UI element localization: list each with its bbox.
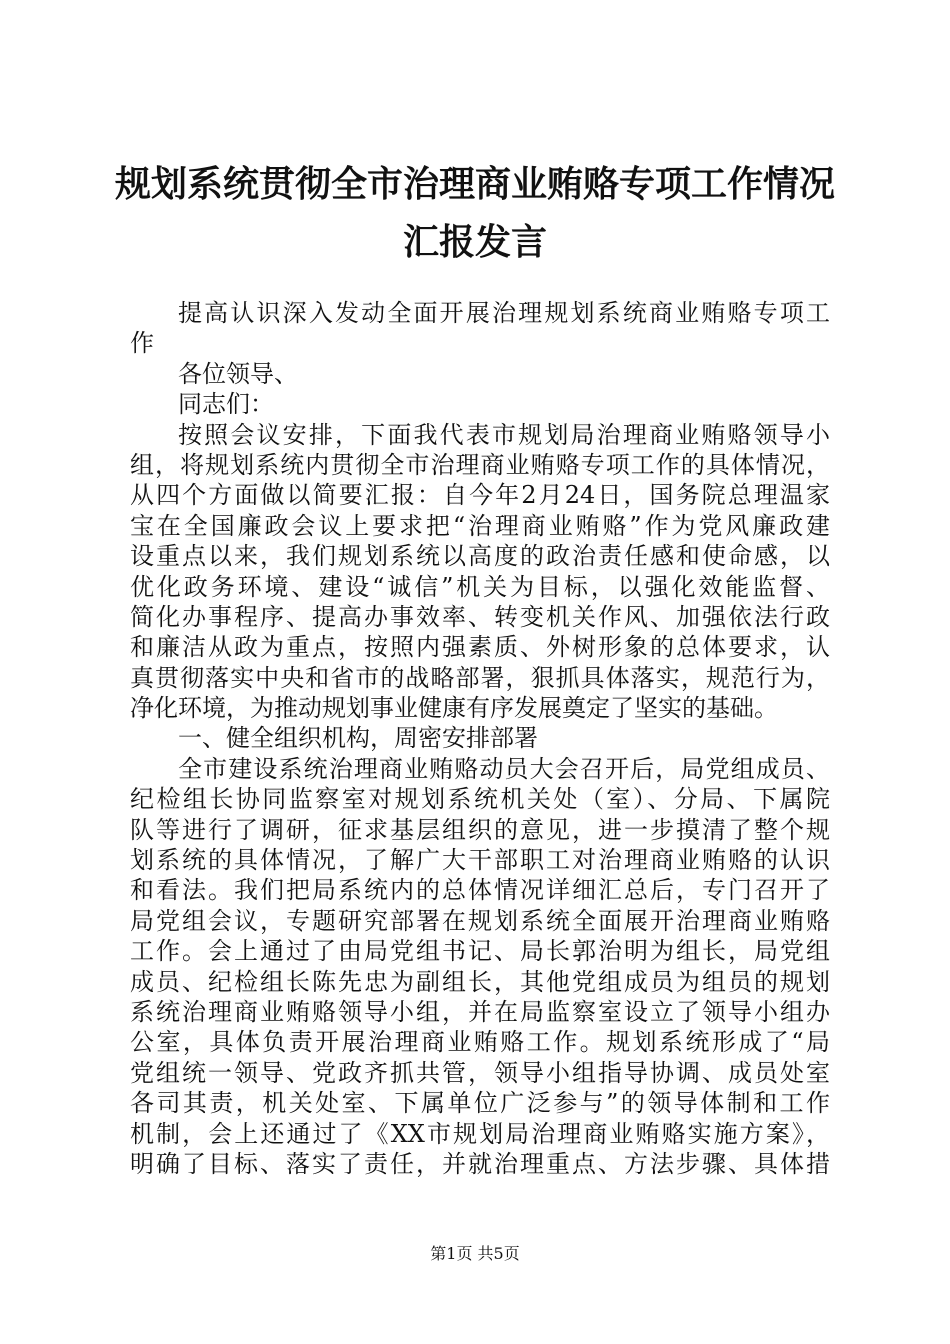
paragraph-line: 党组统一领导、党政齐抓共管，领导小组指导协调、成员处室 [130, 1058, 830, 1087]
paragraph-line: 组，将规划系统内贯彻全市治理商业贿赂专项工作的具体情况， [130, 450, 830, 479]
paragraph-line: 从四个方面做以简要汇报：自今年2月24日，国务院总理温家 [130, 481, 830, 510]
section-heading: 一、健全组织机构，周密安排部署 [178, 724, 538, 753]
paragraph-line: 公室，具体负责开展治理商业贿赂工作。规划系统形成了“局 [130, 1028, 830, 1057]
subtitle-line: 作 [130, 329, 154, 358]
document-body [130, 298, 830, 1179]
paragraph-line: 净化环境，为推动规划事业健康有序发展奠定了坚实的基础。 [130, 694, 778, 723]
paragraph-line: 纪检组长协同监察室对规划系统机关处（室）、分局、下属院 [130, 785, 830, 814]
paragraph-line: 优化政务环境、建设“诚信”机关为目标，以强化效能监督、 [130, 572, 830, 601]
paragraph-line: 和看法。我们把局系统内的总体情况详细汇总后，专门召开了 [130, 876, 830, 905]
paragraph-line: 工作。会上通过了由局党组书记、局长郭治明为组长，局党组 [130, 937, 830, 966]
document-title-line-2: 汇报发言 [402, 221, 547, 263]
salutation-line: 各位领导、 [178, 359, 298, 388]
paragraph-line: 和廉洁从政为重点，按照内强素质、外树形象的总体要求，认 [130, 633, 830, 662]
paragraph-line: 机制，会上还通过了《XX市规划局治理商业贿赂实施方案》， [130, 1119, 830, 1148]
paragraph-line: 各司其责，机关处室、下属单位广泛参与”的领导体制和工作 [130, 1089, 830, 1118]
paragraph-line: 宝在全国廉政会议上要求把“治理商业贿赂”作为党风廉政建 [130, 511, 830, 540]
paragraph-line: 全市建设系统治理商业贿赂动员大会召开后，局党组成员、 [178, 754, 830, 783]
paragraph-line: 按照会议安排，下面我代表市规划局治理商业贿赂领导小 [178, 420, 830, 449]
paragraph-line: 设重点以来，我们规划系统以高度的政治责任感和使命感，以 [130, 542, 830, 571]
salutation-line: 同志们： [178, 390, 274, 419]
page-footer: 第1页 共5页 [430, 1244, 520, 1263]
paragraph-line: 系统治理商业贿赂领导小组，并在局监察室设立了领导小组办 [130, 997, 830, 1026]
paragraph-line: 队等进行了调研，征求基层组织的意见，进一步摸清了整个规 [130, 815, 830, 844]
paragraph-line: 明确了目标、落实了责任，并就治理重点、方法步骤、具体措 [130, 1149, 830, 1178]
paragraph-line: 简化办事程序、提高办事效率、转变机关作风、加强依法行政 [130, 602, 830, 631]
subtitle-line: 提高认识深入发动全面开展治理规划系统商业贿赂专项工 [178, 299, 830, 327]
paragraph-line: 划系统的具体情况，了解广大干部职工对治理商业贿赂的认识 [130, 846, 830, 875]
paragraph-line: 成员、纪检组长陈先忠为副组长，其他党组成员为组员的规划 [130, 967, 830, 996]
paragraph-line: 局党组会议，专题研究部署在规划系统全面展开治理商业贿赂 [130, 906, 830, 935]
document-title-line-1: 规划系统贯彻全市治理商业贿赂专项工作情况 [114, 163, 835, 205]
paragraph-line: 真贯彻落实中央和省市的战略部署，狠抓具体落实，规范行为， [130, 663, 830, 692]
